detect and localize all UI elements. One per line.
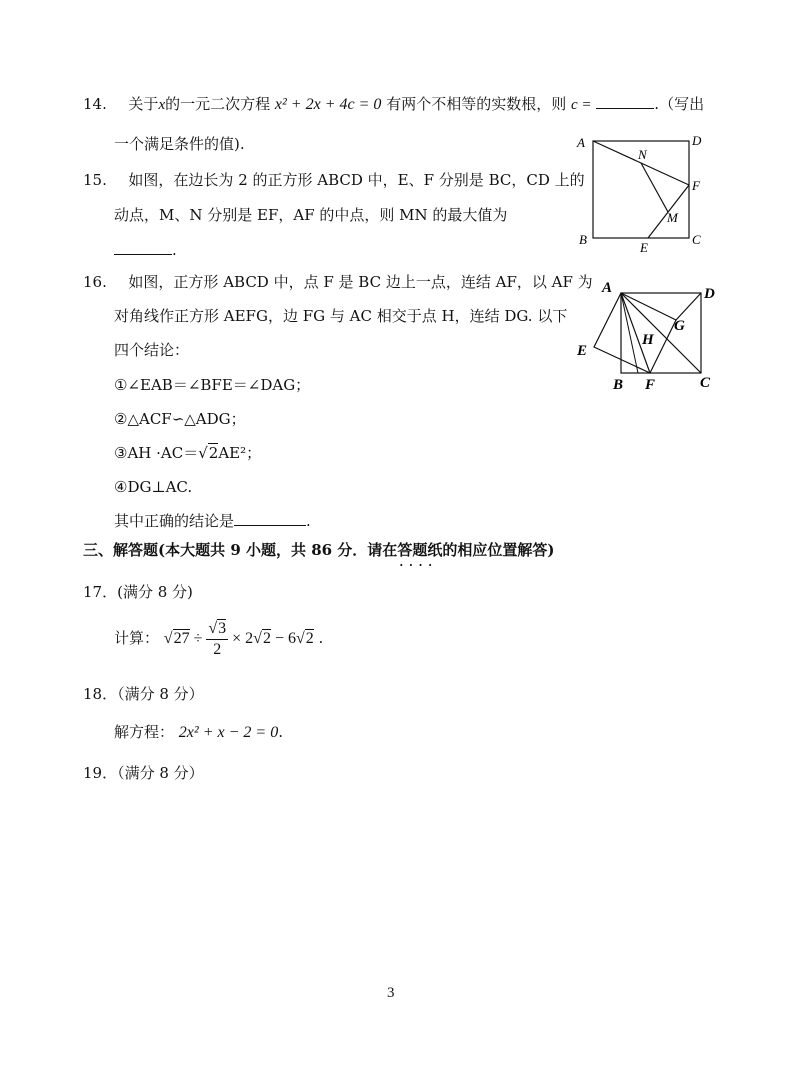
fig15-label-n: N xyxy=(638,147,647,162)
fig16-label-a: A xyxy=(602,280,613,296)
q16-number: 16. xyxy=(83,273,107,291)
q16-conclusion-1: ①∠EAB＝∠BFE＝∠DAG； xyxy=(114,376,311,394)
q17-expression: 计算： √27 ÷ $\frac{√3}{2}$ × 2√2 − 6√2 . xyxy=(114,619,324,658)
fig15-label-f: F xyxy=(692,178,700,193)
section3-heading: 三、解答题(本大题共 9 小题，共 86 分．请在答题纸 · · · ·的相应位置解答) xyxy=(83,540,554,560)
fig16-label-h: H xyxy=(642,332,654,348)
fig15-label-a: A xyxy=(577,135,585,150)
q18-heading: 18．（满分 8 分） xyxy=(83,685,204,703)
page-number: 3 xyxy=(387,985,395,1001)
q16-conclusion-4: ④DG⊥AC. xyxy=(114,478,193,496)
fig15-label-m: M xyxy=(667,210,678,225)
q14-line1: 14. 关于x的一元二次方程 x² + 2x + 4c = 0 有两个不相等的实数根，则 c = .（写出 xyxy=(83,95,705,113)
fig16-label-b: B xyxy=(613,377,624,393)
q14-equation: x² + 2x + 4c = 0 xyxy=(274,96,382,113)
q17-heading: 17．(满分 8 分) xyxy=(83,583,193,601)
fig16-label-e: E xyxy=(577,343,588,359)
q16-conclusion-3: ③AH ·AC＝√2AE²； xyxy=(114,444,262,462)
q16-conclusion-2: ②△ACF∽△ADG； xyxy=(114,410,246,428)
fig15-label-e: E xyxy=(640,240,648,255)
q16-line2: 对角线作正方形 AEFG，边 FG 与 AC 相交于点 H，连结 DG. 以下 xyxy=(114,307,568,325)
q16-figure xyxy=(572,272,722,397)
section3-emphasis: 答题纸 · · · · xyxy=(397,541,442,559)
fig15-label-b: B xyxy=(579,232,587,247)
q15-figure xyxy=(574,130,714,255)
q15-number: 15. xyxy=(83,171,107,189)
q15-line3: . xyxy=(114,240,177,260)
q16-ask: 其中正确的结论是 . xyxy=(114,512,311,530)
q15-line1: 15. 如图，在边长为 2 的正方形 ABCD 中，E、F 分别是 BC，CD 上的 xyxy=(83,171,585,189)
fig15-label-d: D xyxy=(692,133,702,148)
q16-line1: 16. 如图，正方形 ABCD 中，点 F 是 BC 边上一点，连结 AF，以 AF 为 xyxy=(83,273,593,291)
fig16-label-d: D xyxy=(704,286,715,302)
fig16-label-c: C xyxy=(700,375,711,391)
q16-answer-blank[interactable] xyxy=(234,511,306,526)
q16-line3: 四个结论： xyxy=(114,341,190,359)
q15-answer-blank[interactable] xyxy=(114,240,172,255)
q18-equation: 解方程： 2x² + x − 2 = 0. xyxy=(114,723,283,741)
q15-line2: 动点，M、N 分别是 EF，AF 的中点，则 MN 的最大值为 xyxy=(114,206,508,224)
q19-heading: 19．（满分 8 分） xyxy=(83,764,204,782)
fig16-label-g: G xyxy=(674,318,685,334)
q16-sqrt2: 2 xyxy=(208,444,219,462)
q17-fraction: $\frac{√3}{2}$ xyxy=(208,619,227,658)
q14-line2: 一个满足条件的值). xyxy=(114,135,245,153)
q14-answer-blank[interactable] xyxy=(596,94,654,109)
fig15-label-c: C xyxy=(692,232,701,247)
q14-number: 14. xyxy=(83,95,107,113)
fig16-label-f: F xyxy=(645,377,656,393)
